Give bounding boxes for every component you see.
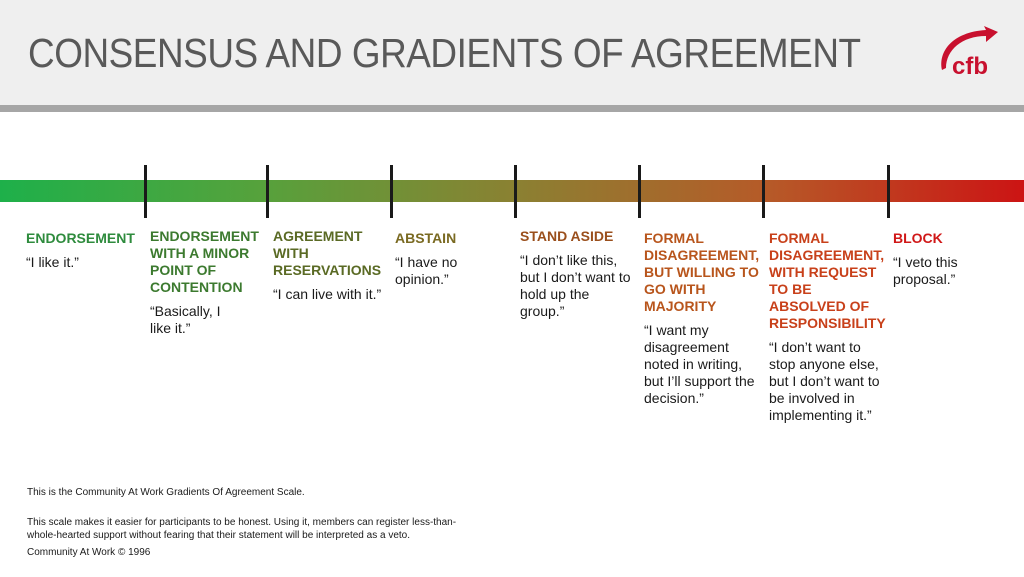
agreement-scale-bar (0, 180, 1024, 202)
gradient-abstain (395, 230, 507, 288)
footer-note: This is the Community At Work Gradients Of Agreement Scale. (27, 487, 305, 498)
gradient-agreement-with-reservations (273, 228, 388, 303)
scale-tick (144, 165, 147, 218)
cfb-logo (934, 22, 1002, 82)
gradient-quote: “I don’t like this, but I don’t want to hold up the group.” (520, 252, 631, 319)
gradient-heading: STAND ASIDE (520, 228, 614, 244)
footer-description: This scale makes it easier for participants to be honest. Using it, members can register less-than-whole-hearted support without fearing that their statement will be interpreted as a veto. (27, 517, 457, 541)
gradient-formal-disagreement-willing (644, 230, 762, 407)
gradient-quote: “I veto this proposal.” (893, 254, 958, 287)
footer-copyright: Community At Work © 1996 (27, 547, 151, 558)
gradient-quote: “Basically, I like it.” (150, 303, 221, 336)
gradient-block (893, 230, 993, 288)
gradient-endorsement-minor-contention (150, 228, 264, 337)
scale-tick (762, 165, 765, 218)
gradient-heading: ENDORSEMENT WITH A MINOR POINT OF CONTENTION (150, 228, 259, 295)
slide-title: CONSENSUS AND GRADIENTS OF AGREEMENT (28, 30, 861, 76)
scale-tick (390, 165, 393, 218)
gradient-quote: “I can live with it.” (273, 286, 382, 302)
gradient-heading: FORMAL DISAGREEMENT, WITH REQUEST TO BE ABSOLVED OF RESPONSIBILITY (769, 230, 886, 331)
scale-tick (638, 165, 641, 218)
gradient-heading: FORMAL DISAGREEMENT, BUT WILLING TO GO WITH MAJORITY (644, 230, 760, 314)
gradient-formal-disagreement-absolved (769, 230, 889, 424)
logo-text: cfb (952, 53, 988, 80)
gradient-quote: “I like it.” (26, 254, 79, 270)
gradient-quote: “I have no opinion.” (395, 254, 458, 287)
scale-tick (514, 165, 517, 218)
scale-tick (887, 165, 890, 218)
header-divider (0, 105, 1024, 112)
gradient-heading: BLOCK (893, 230, 943, 246)
gradient-heading: ENDORSEMENT (26, 230, 135, 246)
gradient-stand-aside (520, 228, 632, 320)
gradient-endorsement (26, 230, 141, 271)
gradient-quote: “I want my disagreement noted in writing, but I’ll support the decision.” (644, 322, 755, 406)
gradient-heading: ABSTAIN (395, 230, 457, 246)
scale-tick (266, 165, 269, 218)
gradient-quote: “I don’t want to stop anyone else, but I don’t want to be involved in implementing it.” (769, 339, 880, 423)
gradient-heading: AGREEMENT WITH RESERVATIONS (273, 228, 382, 278)
